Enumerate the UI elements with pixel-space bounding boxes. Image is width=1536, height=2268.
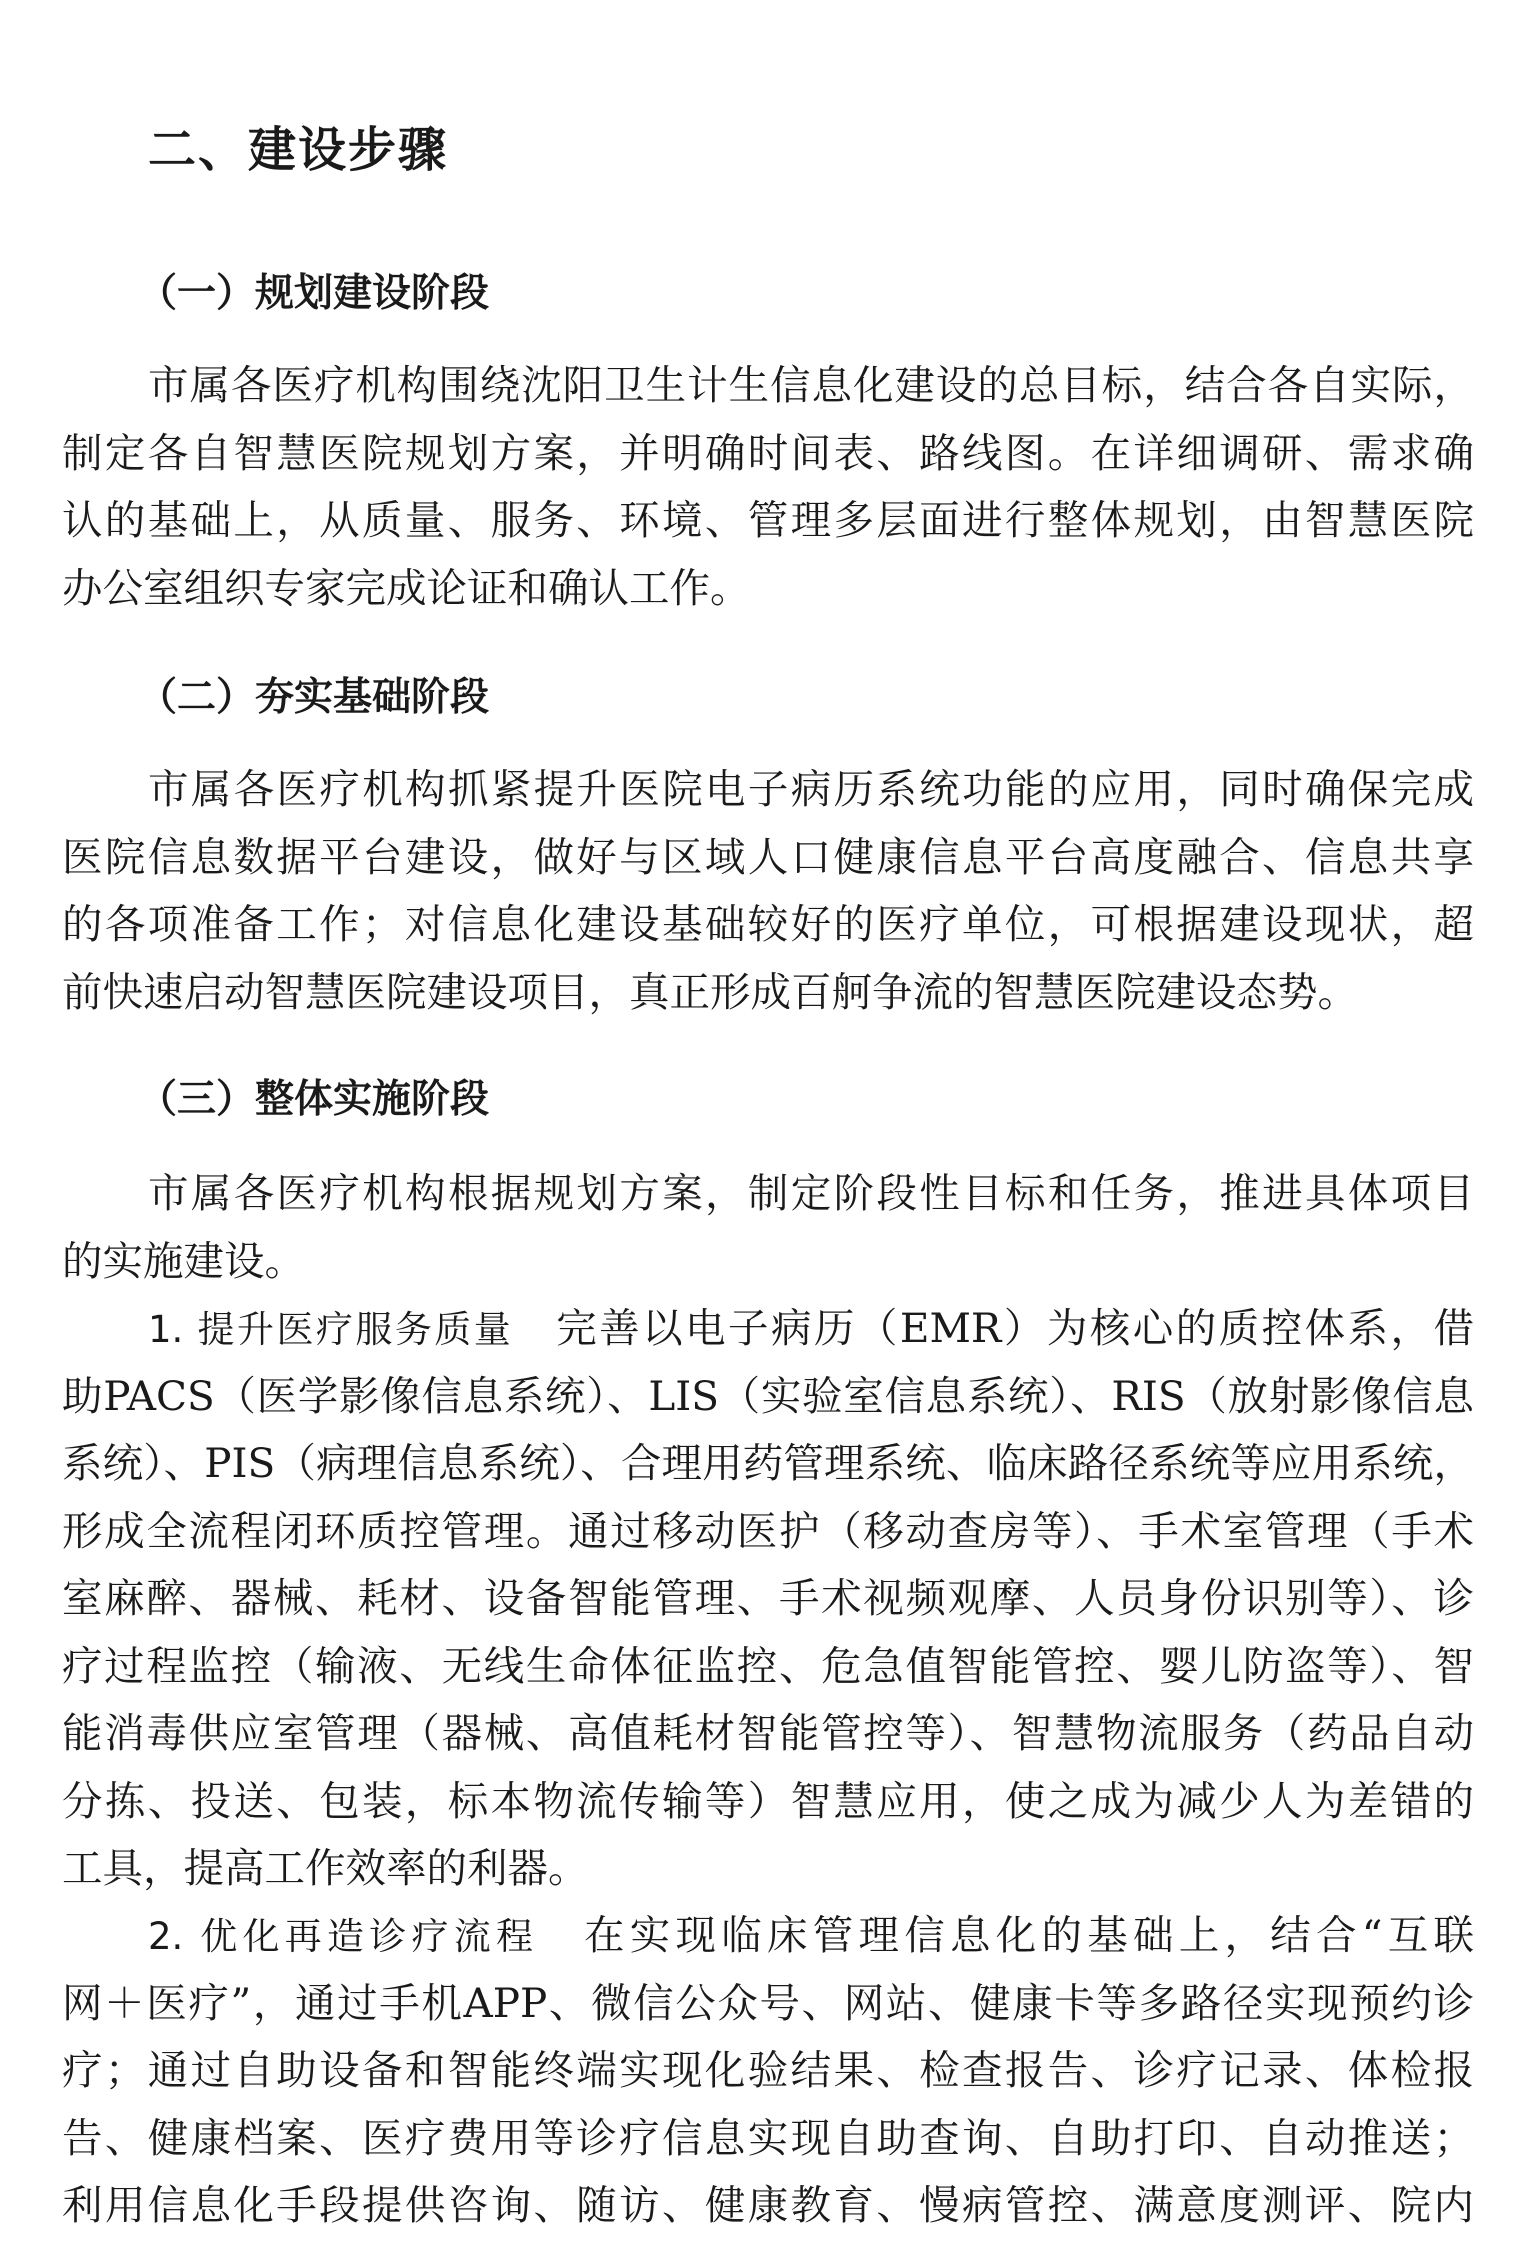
text-line: 医院信息数据平台建设，做好与区域人口健康信息平台高度融合、信息共享: [62, 832, 1474, 881]
text-line: 市属各医疗机构抓紧提升医院电子病历系统功能的应用，同时确保完成: [148, 765, 1474, 813]
text-line: 网＋医疗”，通过手机APP、微信公众号、网站、健康卡等多路径实现预约诊: [62, 1978, 1474, 2027]
page-title: 二、建设步骤: [148, 122, 449, 178]
text-line: 办公室组织专家完成论证和确认工作。: [62, 563, 751, 612]
text-line-content: 完善以电子病历（EMR）为核心的质控体系，借: [553, 1304, 1475, 1352]
text-line: 市属各医疗机构根据规划方案，制定阶段性目标和任务，推进具体项目: [148, 1169, 1474, 1217]
text-line: [62, 1295, 1474, 1363]
section-title-1: （一）规划建设阶段: [138, 271, 490, 316]
text-line: 利用信息化手段提供咨询、随访、健康教育、慢病管控、满意度测评、院内: [62, 2181, 1474, 2229]
paragraph: [62, 1295, 1474, 1903]
paragraph: [62, 352, 1474, 622]
text-line: 疗过程监控（输液、无线生命体征监控、危急值智能管控、婴儿防盗等）、智: [62, 1641, 1474, 1690]
text-line: [62, 1902, 1474, 1970]
text-line: 制定各自智慧医院规划方案，并明确时间表、路线图。在详细调研、需求确: [62, 428, 1474, 477]
text-line: 能消毒供应室管理（器械、高值耗材智能管控等）、智慧物流服务（药品自动: [62, 1709, 1474, 1757]
text-line: 分拣、投送、包装，标本物流传输等）智慧应用，使之成为减少人为差错的: [62, 1776, 1474, 1825]
text-line: 室麻醉、器械、耗材、设备智能管理、手术视频观摩、人员身份识别等）、诊: [62, 1574, 1474, 1622]
section-title-3: （三）整体实施阶段: [138, 1077, 490, 1122]
text-line: 形成全流程闭环质控管理。通过移动医护（移动查房等）、手术室管理（手术: [62, 1506, 1474, 1555]
text-line: 助PACS（医学影像信息系统）、LIS（实验室信息系统）、RIS（放射影像信息: [62, 1371, 1474, 1420]
paragraph: [62, 1902, 1474, 2240]
text-line: 系统）、PIS（病理信息系统）、合理用药管理系统、临床路径系统等应用系统，: [62, 1439, 1474, 1487]
text-line: 的各项准备工作；对信息化建设基础较好的医疗单位，可根据建设现状，超: [62, 900, 1474, 948]
text-line: 工具，提高工作效率的利器。: [62, 1844, 589, 1892]
text-line: 市属各医疗机构围绕沈阳卫生计生信息化建设的总目标，结合各自实际，: [148, 361, 1474, 409]
text-line: 前快速启动智慧医院建设项目，真正形成百舸争流的智慧医院建设态势。: [62, 967, 1358, 1016]
text-line: 疗；通过自助设备和智能终端实现化验结果、检查报告、诊疗记录、体检报: [62, 2046, 1474, 2094]
text-line: 认的基础上，从质量、服务、环境、管理多层面进行整体规划，由智慧医院: [62, 496, 1474, 544]
text-line-content: 在实现临床管理信息化的基础上，结合“互联: [578, 1911, 1474, 1959]
section-title-2: （二）夯实基础阶段: [138, 675, 490, 720]
text-line: 的实施建设。: [62, 1236, 305, 1285]
run-in-heading: 1. 提升医疗服务质量: [148, 1308, 514, 1351]
text-line: 告、健康档案、医疗费用等诊疗信息实现自助查询、自助打印、自动推送；: [62, 2113, 1474, 2162]
paragraph: [62, 756, 1474, 1026]
run-in-heading: 2. 优化再造诊疗流程: [148, 1915, 539, 1958]
paragraph: [62, 1160, 1474, 1295]
